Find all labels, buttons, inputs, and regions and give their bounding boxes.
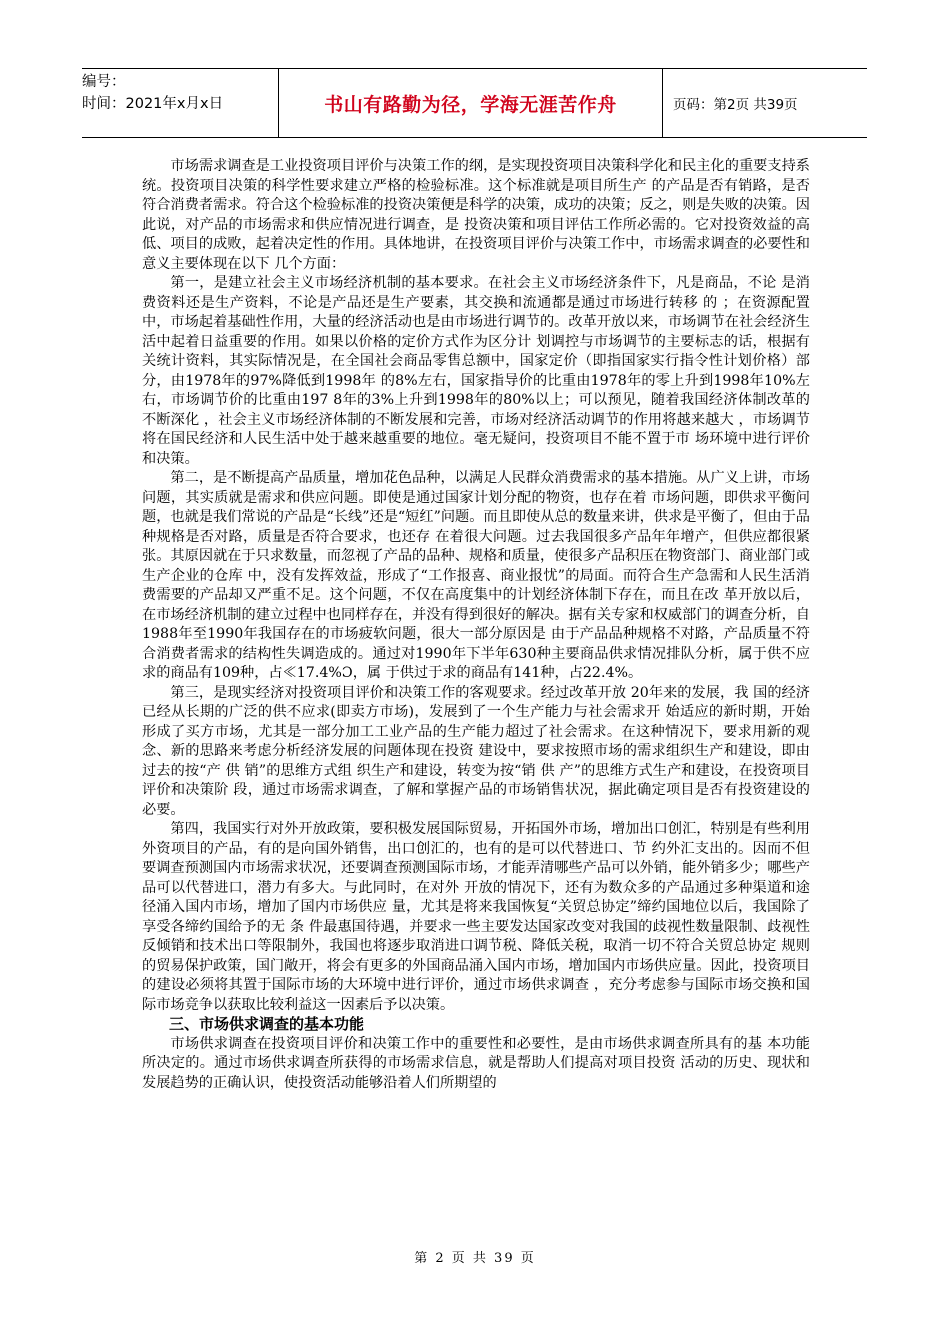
page-footer: 第 2 页 共 39 页 bbox=[414, 1251, 536, 1266]
section-heading: 三、市场供求调查的基本功能 bbox=[169, 1015, 365, 1033]
header-motto: 书山有路勤为径，学海无涯苦作舟 bbox=[278, 69, 663, 137]
body-paragraph: 市场需求调查是工业投资项目评价与决策工作的纲，是实现投资项目决策科学化和民主化的重要支持系统。投资项目决策的科学性要求建立严格的检验标准。这个标准就是项目所生产 的产品是否有销路，是否符合消费者需求。符合这个检验标准的投资决策便是科学的决策，成功的决策；反之，则是失败的决策。因此说，对产品的市场需求和供应情况进行调查，是 投资决策和项目评估工作所必需的。它对投资效益的高低、项目的成败，起着决定性的作用。具体地讲，在投资项目评价与决策工作中，市场需求调查的必要性和意义主要体现在以下 几个方面： bbox=[142, 158, 810, 272]
document-body bbox=[142, 157, 810, 1093]
body-paragraph: 市场供求调查在投资项目评价和决策工作中的重要性和必要性，是由市场供求调查所具有的基 本功能所决定的。通过市场供求调查所获得的市场需求信息，就是帮助人们提高对项目投资 活动的历史、现状和发展趋势的正确认识，使投资活动能够沿着人们所期望的 bbox=[142, 1035, 810, 1091]
body-paragraph: 第二，是不断提高产品质量，增加花色品种，以满足人民群众消费需求的基本措施。从广义上讲，市场问题，其实质就是需求和供应问题。即使是通过国家计划分配的物资，也存在着 市场问题，即供求平衡问题，也就是我们常说的产品是“长线”还是“短红”问题。而且即使从总的数量来讲，供求是平衡了，但由于品种规格是否对路，质量是否符合要求，也还存 在着很大问题。过去我国很多产品年年增产，但供应都很紧张。其原因就在于只求数量，而忽视了产品的品种、规格和质量，使很多产品积压在物资部门、商业部门或生产企业的仓库 中，没有发挥效益，形成了“工作报喜、商业报忧”的局面。而符合生产急需和人民生活消费需要的产品却又严重不足。这个问题，不仅在高度集中的计划经济体制下存在，而且在改 革开放以后，在市场经济机制的建立过程中也同样存在，并没有得到很好的解决。据有关专家和权威部门的调查分析，自1988年至1990年我国存在的市场疲软问题，很大一部分原因是 由于产品品种规格不对路，产品质量不符合消费者需求的结构性失调造成的。通过对1990年下半年630种主要商品供求情况排队分析，属于供不应求的商品有109种，占≪17.4%Ɔ，属 于供过于求的商品有141种，占22.4%。 bbox=[142, 470, 810, 681]
document-number-label: 编号： bbox=[82, 74, 126, 90]
header-page-info: 页码：第2页 共39页 bbox=[673, 97, 798, 113]
body-paragraph: 第四，我国实行对外开放政策，要积极发展国际贸易，开拓国外市场，增加出口创汇，特别是有些利用外资项目的产品，有的是向国外销售，出口创汇的，也有的是可以代替进口、节 约外汇支出的。因而不但要调查预测国内市场需求状况，还要调查预测国际市场，才能弄清哪些产品可以外销，能外销多少；哪些产品可以代替进口，潜力有多大。与此同时，在对外 开放的情况下，还有为数众多的产品通过多种渠道和途径涌入国内市场，增加了国内市场供应 量，尤其是将来我国恢复“关贸总协定”缔约国地位以后，我国除了享受各缔约国给予的无 条 件最惠国待遇，并要求一些主要发达国家改变对我国的歧视性数量限制、歧视性反倾销和技术出口等限制外，我国也将逐步取消进口调节税、降低关税，取消一切不符合关贸总协定 规则的贸易保护政策，国门敞开，将会有更多的外国商品涌入国内市场，增加国内市场供应量。因此，投资项目的建设必须将其置于国际市场的大环境中进行评价，通过市场供求调查 ，充分考虑参与国际市场交换和国际市场竞争以获取比较利益这一因素后予以决策。 bbox=[142, 821, 810, 1013]
document-date: 时间：2021年x月x日 bbox=[82, 96, 224, 112]
body-paragraph: 第三，是现实经济对投资项目评价和决策工作的客观要求。经过改革开放 20年来的发展，我 国的经济已经从长期的广泛的供不应求(即卖方市场)，发展到了一个生产能力与社会需求开 始适应的新时期，开始形成了买方市场，尤其是一部分加工工业产品的生产能力超过了社会需求。在这种情况下，要求用新的观念、新的思路来考虑分析经济发展的问题体现在投资 建设中，要求按照市场的需求组织生产和建设，即由过去的按“产 供 销”的思维方式组 织生产和建设，转变为按“销 供 产”的思维方式生产和建设，在投资项目评价和决策阶 段，通过市场需求调查，了解和掌握产品的市场销售状况，据此确定项目是否有投资建设的必要。 bbox=[142, 684, 810, 818]
body-paragraph: 第一，是建立社会主义市场经济机制的基本要求。在社会主义市场经济条件下，凡是商品，不论 是消费资料还是生产资料，不论是产品还是生产要素，其交换和流通都是通过市场进行转移 的 ；在资源配置中，市场起着基础性作用，大量的经济活动也是由市场进行调节的。改革开放以来，市场调节在社会经济生活中起着日益重要的作用。如果以价格的定价方式作为区分计 划调控与市场调节的主要标志的话，根据有关统计资料，其实际情况是，在全国社会商品零售总额中，国家定价（即指国家实行指令性计划价格）部分，由1978年的97%降低到1998年 的8%左右，国家指导价的比重由1978年的零上升到1998年10%左右，市场调节价的比重由197 8年的3%上升到1998年的80%以上；可以预见，随着我国经济体制改革的不断深化 ，社会主义市场经济体制的不断发展和完善，市场对经济活动调节的作用将越来越大 ，市场调节将在国民经济和人民生活中处于越来越重要的地位。毫无疑问，投资项目不能不置于市 场环境中进行评价和决策。 bbox=[142, 275, 810, 467]
page-header bbox=[82, 68, 867, 138]
header-meta bbox=[82, 69, 278, 137]
